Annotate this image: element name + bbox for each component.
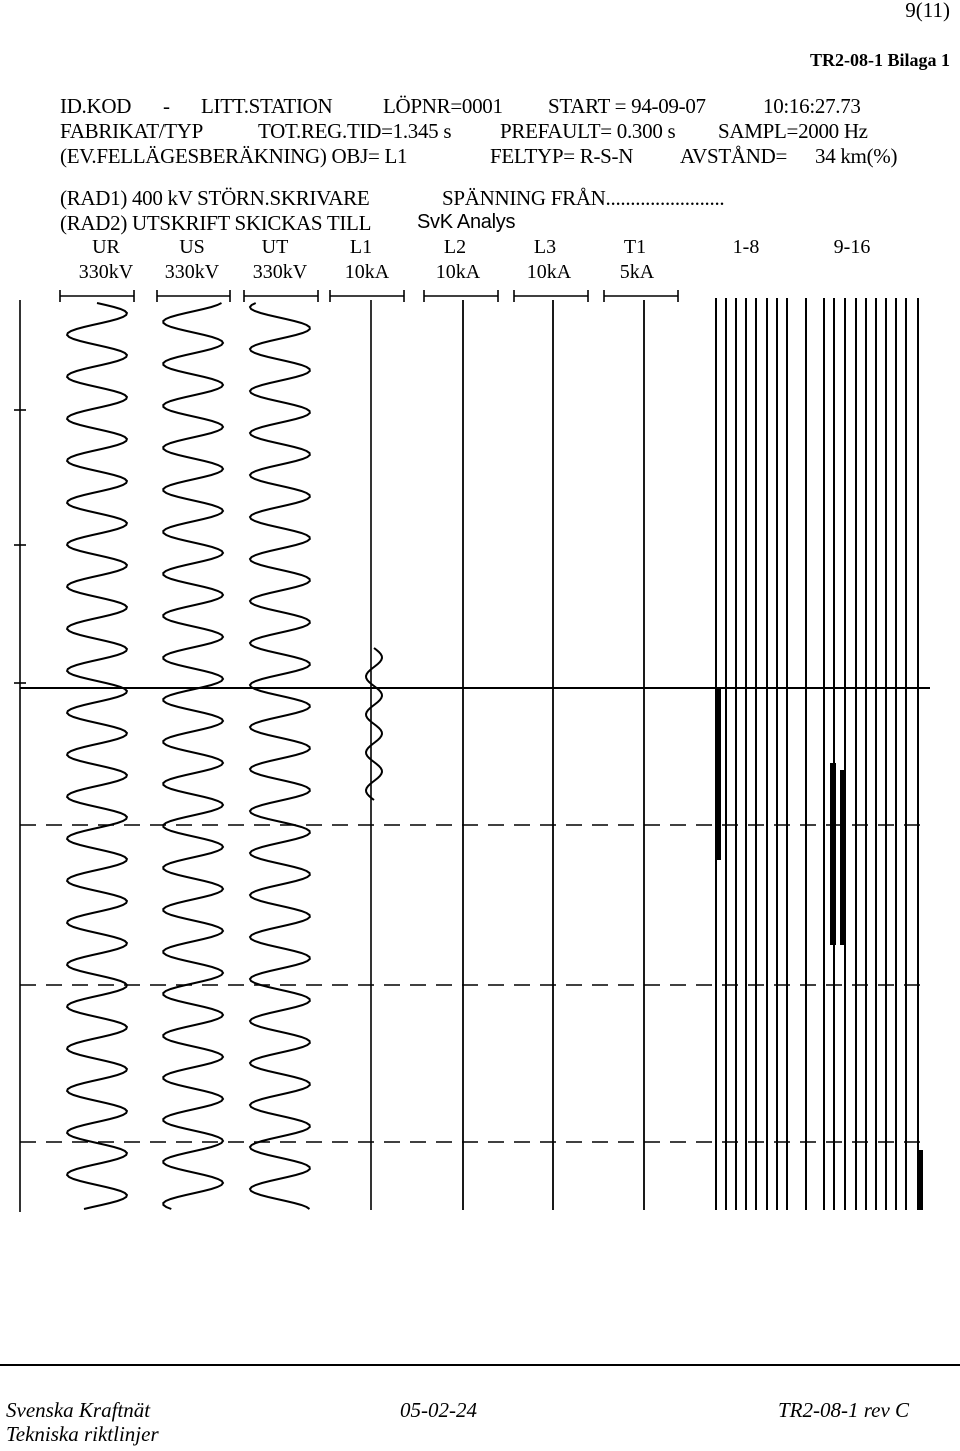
page-number: 9(11)	[905, 0, 950, 22]
header-sampl: SAMPL=2000 Hz	[718, 119, 868, 143]
footer-company: Svenska Kraftnät	[6, 1398, 151, 1422]
header-fellage: (EV.FELLÄGESBERÄKNING) OBJ= L1	[60, 144, 408, 168]
channel-label-us: US	[179, 236, 205, 258]
header-time: 10:16:27.73	[763, 94, 861, 118]
header-feltyp: FELTYP= R-S-N	[490, 144, 634, 168]
header-start: START = 94-09-07	[548, 94, 706, 118]
header-idkod: ID.KOD	[60, 94, 132, 118]
channel-scale-ur: 330kV	[78, 261, 134, 283]
waveform-ur	[67, 303, 127, 1209]
footer-date: 05-02-24	[400, 1398, 477, 1422]
channel-label-l2: L2	[443, 236, 467, 258]
waveform-ut	[250, 303, 310, 1209]
footer-department: Tekniska riktlinjer	[6, 1422, 159, 1446]
channel-scale-l2: 10kA	[435, 261, 481, 283]
header-totreg: TOT.REG.TID=1.345 s	[258, 119, 452, 143]
header-rad1: (RAD1) 400 kV STÖRN.SKRIVARE	[60, 186, 370, 210]
channel-label-ut: UT	[261, 236, 289, 258]
header-spanning: SPÄNNING FRÅN........................	[442, 186, 725, 210]
channel-scale-l1: 10kA	[344, 261, 390, 283]
channel-label-l1: L1	[349, 236, 373, 258]
channel-scale-ut: 330kV	[252, 261, 308, 283]
footer-rule	[0, 1364, 960, 1366]
channel-label-ur: UR	[92, 236, 120, 258]
header-dash: -	[163, 94, 170, 118]
channel-label-l3: L3	[533, 236, 557, 258]
header-svk-analys: SvK Analys	[417, 211, 516, 233]
waveform-us	[163, 303, 223, 1209]
channel-label-9-16: 9-16	[833, 236, 871, 258]
channel-scale-us: 330kV	[164, 261, 220, 283]
footer-reference: TR2-08-1 rev C	[778, 1398, 910, 1422]
header-km: 34 km(%)	[815, 144, 898, 168]
channel-scale-l3: 10kA	[526, 261, 572, 283]
header-station: LITT.STATION	[201, 94, 333, 118]
header-prefault: PREFAULT= 0.300 s	[500, 119, 676, 143]
document-reference: TR2-08-1 Bilaga 1	[809, 50, 950, 70]
channel-label-t1: T1	[623, 236, 647, 258]
channel-scale-t1: 5kA	[619, 261, 655, 283]
waveform-l1-fault	[366, 648, 382, 800]
channel-label-1-8: 1-8	[732, 236, 760, 258]
header-fabrikat: FABRIKAT/TYP	[60, 119, 204, 143]
header-avstand: AVSTÅND=	[680, 144, 788, 168]
header-rad2: (RAD2) UTSKRIFT SKICKAS TILL	[60, 211, 372, 235]
header-lopnr: LÖPNR=0001	[383, 94, 503, 118]
